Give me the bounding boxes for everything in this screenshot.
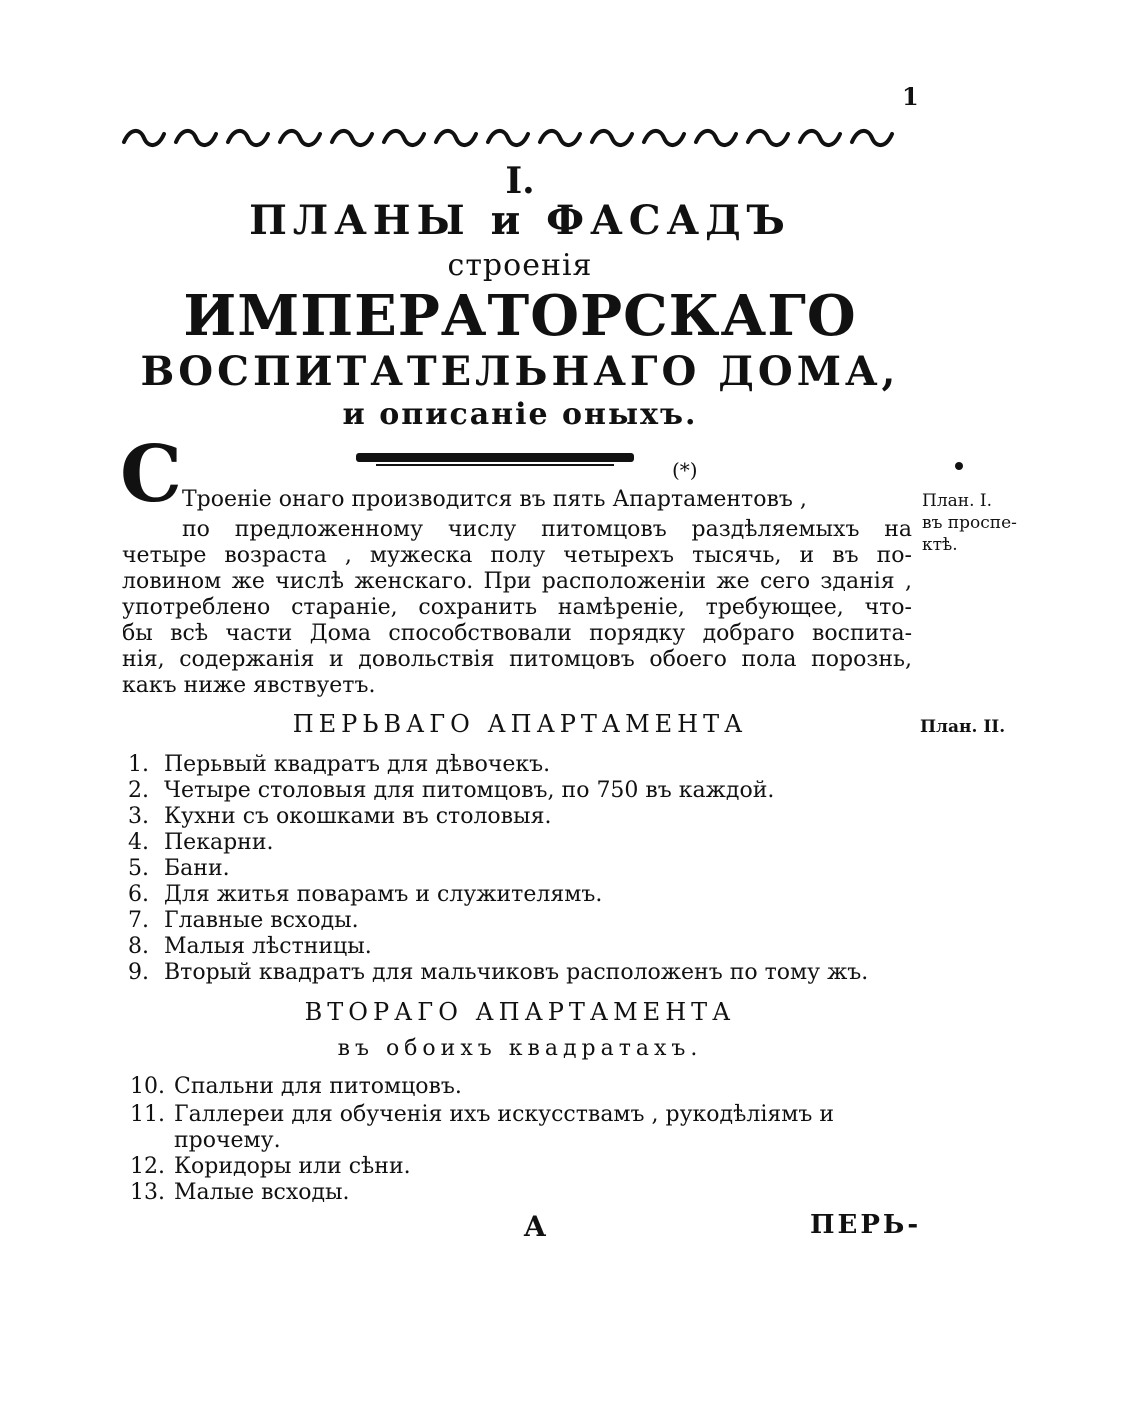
intro-line: употреблено стараніе, сохранить намѣреніе, требующее, что- [122, 595, 912, 620]
margin-note-plan1: ктѣ. [922, 535, 958, 555]
intro-line: по предложенному числу питомцовъ раздѣляемыхъ на [182, 517, 912, 542]
item-number: 11. [130, 1102, 165, 1127]
decorative-rule [356, 453, 634, 462]
item-text: Галлереи для обученія ихъ искусствамъ , рукодѣліямъ и [174, 1102, 835, 1127]
list-item [128, 908, 359, 934]
margin-note-plan2: План. II. [920, 717, 1006, 737]
chapter-number: I. [505, 160, 535, 202]
item-text: Перьвый квадратъ для дѣвочекъ. [164, 752, 551, 777]
list-item [130, 1102, 834, 1128]
list-item [130, 1154, 411, 1180]
item-number: 8. [128, 934, 149, 959]
item-text: Главные всходы. [164, 908, 359, 933]
item-text: Для житья поварамъ и служителямъ. [164, 882, 603, 907]
item-text: Четыре столовыя для питомцовъ, по 750 въ каждой. [164, 778, 775, 803]
item-number: 13. [130, 1180, 165, 1205]
ornament-border [120, 124, 910, 154]
item-number: 1. [128, 752, 149, 777]
catchword: ПЕРЬ- [810, 1210, 922, 1240]
intro-line: нія, содержанія и довольствія питомцовъ обоего пола порознь, [122, 647, 912, 672]
item-text: Бани. [164, 856, 230, 881]
intro-line: бы всѣ части Дома способствовали порядку добраго воспита- [122, 621, 912, 646]
list-item [128, 752, 550, 778]
margin-note-plan1: въ проспе- [922, 513, 1017, 533]
list-item [130, 1180, 350, 1206]
section-2-subtitle: въ обоихъ квадратахъ. [337, 1036, 703, 1061]
item-number: 2. [128, 778, 149, 803]
item-text: Коридоры или сѣни. [174, 1154, 411, 1179]
subtitle: строенія [447, 248, 593, 283]
drop-cap: С [120, 429, 183, 520]
title-house: ВОСПИТАТЕЛЬНАГО ДОМА, [140, 348, 900, 395]
item-text: Кухни съ окошками въ столовыя. [164, 804, 552, 829]
margin-note-plan1: План. I. [922, 491, 993, 511]
item-text: Спальни для питомцовъ. [174, 1074, 462, 1099]
item-number: 9. [128, 960, 149, 985]
item-text: Вторый квадратъ для мальчиковъ расположенъ по тому жъ. [164, 960, 869, 985]
item-text: Пекарни. [164, 830, 274, 855]
section-1-title: ПЕРЬВАГО АПАРТАМЕНТА [292, 710, 748, 738]
title-description: и описаніе оныхъ. [342, 397, 698, 432]
item-text: Малые всходы. [174, 1180, 350, 1205]
intro-line: какъ ниже явствуетъ. [122, 673, 376, 698]
decorative-rule-thin [376, 464, 614, 466]
item-number: 10. [130, 1074, 165, 1099]
item-number: 3. [128, 804, 149, 829]
list-item [128, 882, 602, 908]
intro-line: ловином же числѣ женскаго. При расположеніи же сего зданія , [122, 569, 912, 594]
title-emperor: ИМПЕРАТОРСКАГО [183, 283, 857, 349]
list-item [128, 856, 230, 882]
list-item [130, 1074, 462, 1100]
item-number: 4. [128, 830, 149, 855]
footnote-mark: (*) [672, 458, 698, 482]
page-number: 1 [902, 82, 919, 111]
item-number: 6. [128, 882, 149, 907]
list-item [128, 934, 372, 960]
section-2-title: ВТОРАГО АПАРТАМЕНТА [304, 998, 736, 1026]
list-item-continuation: прочему. [174, 1128, 281, 1153]
item-number: 12. [130, 1154, 165, 1179]
signature-mark: A [524, 1210, 546, 1243]
list-item [128, 778, 774, 804]
item-number: 5. [128, 856, 149, 881]
margin-bullet [955, 462, 963, 470]
list-item [128, 960, 868, 986]
title: ПЛАНЫ и ФАСАДЪ [249, 197, 791, 244]
item-text: Малыя лѣстницы. [164, 934, 372, 959]
list-item [128, 804, 551, 830]
intro-line: четыре возраста , мужеска полу четырехъ тысячь, и въ по- [122, 543, 912, 568]
item-number: 7. [128, 908, 149, 933]
list-item [128, 830, 273, 856]
intro-line: Троеніе онаго производится въ пять Апартаментовъ , [182, 487, 807, 512]
